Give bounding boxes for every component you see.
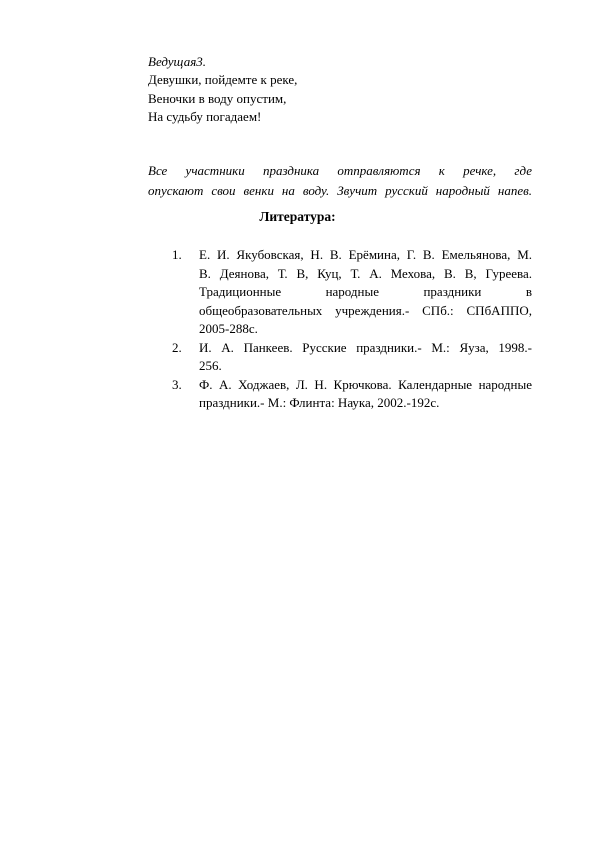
reference-line: Ф. А. Ходжаев, Л. Н. Крючкова. Календарные народные: [199, 376, 532, 392]
reference-line: Традиционные народные праздники в: [199, 284, 532, 299]
reference-line: В. Деянова, Т. В, Куц, Т. А. Мехова, В. В, Гуреева.: [199, 265, 532, 281]
reference-line: 2005-288с.: [199, 321, 258, 336]
verse-block: [148, 71, 297, 127]
verse-line: На судьбу погадаем!: [148, 109, 262, 124]
reference-number: 1.: [172, 247, 182, 262]
reference-line: Е. И. Якубовская, Н. В. Ерёмина, Г. В. Емельянова, М.: [199, 247, 532, 262]
reference-number: 2.: [172, 339, 182, 355]
stage-direction: [148, 161, 532, 200]
literature-heading: Литература:: [259, 209, 336, 224]
reference-item: [172, 246, 532, 339]
reference-item: [172, 339, 532, 376]
reference-list: [172, 246, 532, 413]
reference-line: праздники.- М.: Флинта: Наука, 2002.-192с.: [199, 395, 440, 410]
reference-line: И. А. Панкеев. Русские праздники.- М.: Яуза, 1998.-: [199, 339, 532, 355]
reference-item: [172, 376, 532, 413]
reference-text: [199, 339, 532, 376]
reference-line: общеобразовательных учреждения.- СПб.: СПбАППО,: [199, 302, 532, 318]
stage-direction-line: опускают свои венки на воду. Звучит русский народный напев.: [148, 182, 532, 198]
verse-line: Веночки в воду опустим,: [148, 90, 287, 106]
reference-text: [199, 376, 532, 413]
reference-number: 3.: [172, 376, 182, 392]
stage-direction-line: Все участники праздника отправляются к речке, где: [148, 163, 532, 178]
reference-line: 256.: [199, 358, 222, 373]
reference-text: [199, 246, 532, 339]
speaker-label: Ведущая3.: [148, 54, 206, 69]
verse-line: Девушки, пойдемте к реке,: [148, 72, 298, 87]
